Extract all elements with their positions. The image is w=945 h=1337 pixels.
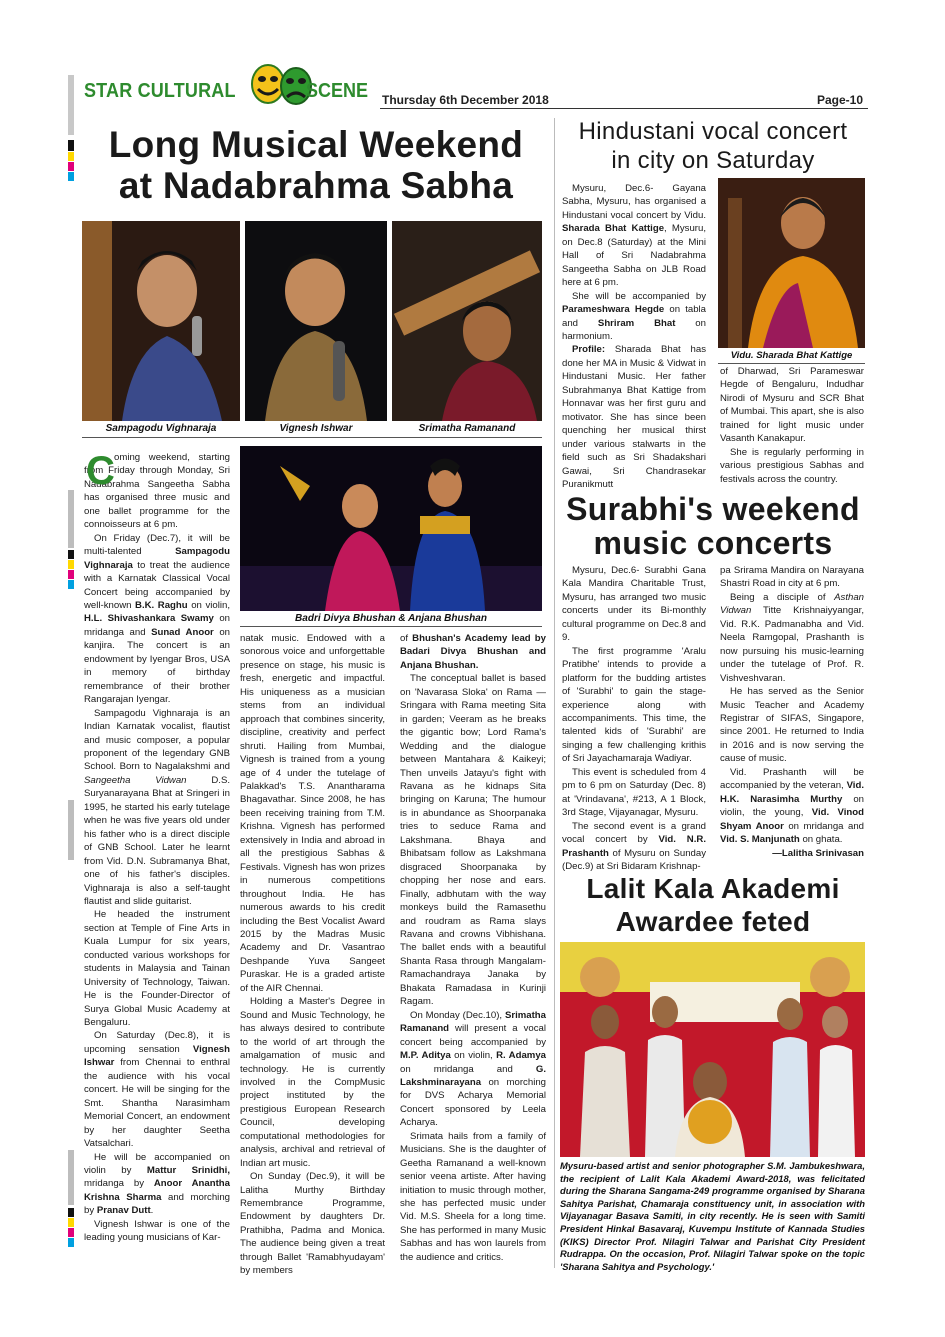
registration-mark-magenta	[68, 1228, 74, 1237]
registration-mark-yellow	[68, 560, 74, 569]
a1-paragraph: He headed the instrument section at Temple of Fine Arts in Kuala Lumpur for six years, conducted various workshops for students in Malaysia and Tainan University of Technology, Taiwan. He is the Founder-Director of Surya Global Music Academy at Bengaluru.	[84, 909, 230, 1029]
a1-paragraph: On Sunday (Dec.9), it will be Lalitha Murthy Birthday Remembrance Programme, Endowment by daughters Dr. Prathibha, Padma and Monica. The audience being given a treat through Ballet 'Ramabhyudayam' by members	[240, 1171, 385, 1277]
a3-paragraph: This event is scheduled from 4 pm to 6 pm on Saturday (Dec. 8) at 'Vrindavana', #213, A 1 Block, 3rd Stage, Vijayanagar, Mysuru.	[562, 766, 706, 819]
registration-mark-yellow	[68, 152, 74, 161]
a3-paragraph: The second event is a grand vocal concert by Vid. N.R. Prashanth of Mysuru on Sunday (Dec.9) at Sri Bidaram Krishnap-	[562, 820, 706, 872]
caption-ballet-rule	[240, 626, 542, 627]
masthead-left-title: STAR CULTURAL	[84, 80, 236, 102]
photo-ballet-dancers	[240, 446, 542, 611]
a1-paragraph: Vignesh Ishwar is one of the leading young musicians of Kar-	[84, 1218, 230, 1244]
left-margin-bar	[68, 75, 74, 135]
article1-headline: Long Musical Weekend at Nadabrahma Sabha	[108, 124, 524, 206]
a1-paragraph: The conceptual ballet is based on 'Navarasa Sloka' on Rama — Sringara with Rama meeting Sita in garden; Veeram as he breaks the gigantic bow; Lord Rama's Wedding and the dialogue between Mantahara & Kaikeyi; Then unveils Jatayu's fight with Ravana as he kidnaps Sita bringing on Karuna; The humour is in abundance as Shoorpanaka tries to seduce Rama and Lakshmana. Bhaya and Bhibatsam follow as Lakshmana disgraced Shoorpanaka by chopping her nose and ears. Finally, adbhutam with the way monkeys build the Ramasethu and roudram as Rama slays Ravana and crowns Vibhishana. The ballet ends with a beautiful Shanta Rasa through Mangalam-Ramachandraya Janaka by Bhakata Ramadasa in Kurinji Ragam.	[400, 673, 546, 1008]
photo-sharada-bhat-kattige	[718, 178, 865, 348]
a2-paragraph: of Dharwad, Sri Parameswar Hegde of Bengaluru, Indudhar Nirodi of Mysuru and SCR Bhat of Mumbai. This apart, she is also trained for light music under Vasanth Kanakapur.	[720, 366, 864, 445]
masthead-right-title: SCENE	[306, 80, 369, 102]
a1-paragraph: oming weekend, starting from Friday through Monday, Sri Nadabrahma Sangeetha Sabha has organised three music and one ballet programme for the connoisseurs at 6 pm.	[84, 452, 230, 531]
a1-paragraph: Sampagodu Vighnaraja is an Indian Karnatak vocalist, flautist and music composer, a popular proponent of the legendary GNB School. Born to Nagalakshmi and Sangeetha Vidwan D.S. Suryanarayana Bhat at Sringeri in 1995, he started his early tutelage when he was five years old under his father who is a direct disciple of GNB School. Later he learnt from Vid. D.N. Subramanya Bhat, one of his father's disciples. Vighnaraja is also a self-taught flautist and slide guitarist.	[84, 707, 231, 907]
a3-paragraph: Being a disciple of Asthan Vidwan Titte Krishnaiyyangar, Vid. R.K. Padmanabha and Vid. Neela Ramgopal, Prashanth is now pursuing his music-learning under the tutelage of Prof. R. Vishveshvaran.	[720, 591, 864, 684]
a2-paragraph: She will be accompanied by Parameshwara Hegde on tabla and Shriram Bhat on harmonium.	[562, 290, 707, 342]
a1-paragraph: of Bhushan's Academy lead by Badari Divya Bhushan and Anjana Bhushan.	[400, 633, 546, 671]
photo-award-felicitation	[560, 942, 865, 1157]
registration-mark-cyan	[68, 172, 74, 181]
masthead-rule	[380, 108, 868, 109]
a1-paragraph: Holding a Master's Degree in Sound and Music Technology, he has always desired to contribute to the world of art through the amalgamation of music and technology. He is currently involved in the CompMusic project instituted by the prestigious European Research Council, developing computational methodologies for analysis, archival and retrieval of Indian art music.	[240, 996, 385, 1169]
issue-date: Thursday 6th December 2018	[382, 93, 549, 107]
caption-ballet: Badri Divya Bhushan & Anjana Bhushan	[295, 613, 487, 624]
article3-headline: Surabhi's weekend music concerts	[566, 491, 860, 561]
registration-mark-black	[68, 550, 74, 559]
a2-paragraph: Mysuru, Dec.6- Gayana Sabha, Mysuru, has organised a Hindustani vocal concert by Vidu. Sharada Bhat Kattige, Mysuru, on Dec.8 (Saturday) at the Mini Hall of Sri Nadabrahma Sangeetha Sabha on JLB Road here at 6 pm.	[562, 183, 706, 289]
registration-mark-magenta	[68, 570, 74, 579]
a1-paragraph: Srimata hails from a family of Musicians. She is the daughter of Geetha Ramanand a well-known senior veena artiste. After having initiation to music through mother, she has perfected music under Vid. M.S. Sheela for a long time. She has performed in many Music Sabhas and has won laurels from the audience and critics.	[400, 1130, 546, 1263]
a3-paragraph: pa Srirama Mandira on Narayana Shastri Road in city at 6 pm.	[720, 565, 864, 590]
a1-paragraph: natak music. Endowed with a sonorous voice and unforgettable presence on stage, his music is fresh, energetic and impactful. His uniqueness as a musician stems from an individual approach that combines sincerity, discipline, creativity and perfect shruti. Hailing from Mumbai, Vignesh is trained from a young age of 4 under the tutelage of Palakkad's T.S. Anantharama Bhagavathar. Since 2008, he has been receiving training from T.M. Krishna. Vignesh has performed extensively in India and abroad in all the prestigious Sabhas & Festivals. Vignesh has won prizes in numerous competitions throughout India. He has numerous awards to his credit including the Best Vocalist Award 2015 by the Madras Music Academy and Dr. Vasantrao Deshpande Yuva Sangeet Puraskar. He is a graded artiste of the AIR Chennai.	[240, 633, 385, 994]
a3-paragraph: Mysuru, Dec.6- Surabhi Gana Kala Mandira Charitable Trust, Mysuru, has arranged two music concerts under its Bi-monthly cultural programme on Dec.8 and 9.	[562, 565, 706, 644]
registration-mark-gray	[68, 800, 74, 860]
drop-cap: C	[86, 449, 115, 493]
photo-vignesh-ishwar	[245, 221, 387, 421]
article1-column-3	[400, 632, 546, 1266]
article2-column-1	[562, 182, 706, 490]
article2-column-2	[720, 365, 864, 490]
registration-mark-cyan	[68, 580, 74, 589]
registration-mark-yellow	[68, 1218, 74, 1227]
registration-mark-gray	[68, 490, 74, 548]
photo-sampagodu-vighnaraja	[82, 221, 240, 421]
article4-headline: Lalit Kala Akademi Awardee feted	[586, 873, 840, 937]
article1-column-2	[240, 632, 385, 1277]
photo-srimatha-ramanand	[392, 221, 542, 421]
registration-mark-black	[68, 1208, 74, 1217]
column-divider	[554, 118, 555, 1268]
caption-sharada-rule	[718, 363, 865, 364]
caption-srimatha: Srimatha Ramanand	[418, 423, 516, 434]
registration-mark-cyan	[68, 1238, 74, 1247]
a3-paragraph: The first programme 'Aralu Pratibhe' intends to provide a platform for the budding artistes of 'Surabhi' to gain the stage-experience along with accompaniments. This time, the talented kids of 'Surabhi' are singing a few challenging krithis of Sri Jayachamaraja Wadiyar.	[562, 645, 706, 765]
caption-sharada: Vidu. Sharada Bhat Kattige	[730, 350, 853, 361]
a3-paragraph: He has served as the Senior Music Teacher and Academy Registrar of SIFAS, Singapore, since 2001. He returned to India in 2016 and is now serving the cause of music.	[720, 686, 864, 765]
caption-vignesh: Vignesh Ishwar	[279, 423, 353, 434]
article3-column-1	[562, 564, 706, 872]
article1-column-1	[84, 451, 230, 1266]
registration-mark-gray	[68, 1150, 74, 1205]
a1-paragraph: On Saturday (Dec.8), it is upcoming sensation Vignesh Ishwar from Chennai to enthral the audience with his vocal concert. He will be singing for the Smt. Shantha Narasimham Memorial Concert, an endowment by her daughter Seetha Vatsalchari.	[84, 1030, 230, 1150]
byline: —Lalitha Srinivasan	[772, 847, 864, 859]
a1-paragraph: He will be accompanied on violin by Mattur Srinidhi, mridanga by Anoor Anantha Krishna Sharma and morching by Pranav Dutt.	[84, 1151, 230, 1217]
masthead	[80, 62, 870, 110]
registration-mark-magenta	[68, 162, 74, 171]
article3-column-2	[720, 564, 864, 869]
article4-caption: Mysuru-based artist and senior photographer S.M. Jambukeshwara, the recipient of Lalit Kala Akademi Award-2018, was felicitated during the Sharana Sangama-249 programme organised by Sharana Sahitya Parishat, Chamaraja constituency unit, in association with Vijayanagar Basava Samiti, in city recently. He is seen with Samiti President Hinkal Basavaraj, Kuvempu Institute of Kannada Studies (KIKS) Director Prof. Nilagiri Talwar and Parishat City President Rudrappa. On the occasion, Prof. Nilagiri Talwar spoke on the topic 'Sharana Sahitya and Psychology.'	[560, 1160, 865, 1272]
article2-headline: Hindustani vocal concert in city on Saturday	[578, 118, 848, 174]
caption-rule	[82, 437, 542, 438]
a3-paragraph: Vid. Prashanth will be accompanied by the veteran, Vid. H.K. Narasimha Murthy on violin, the young, Vid. Vinod Shyam Anoor on mridanga and Vid. S. Manjunath on ghata.	[720, 766, 864, 846]
a2-paragraph: Profile: Sharada Bhat has done her MA in Music & Vidwat in Hindustani Music. Her father Subrahmanya Bhat Kattige from Honnavar was her first guru and motivator. She has since been quenching her musical thirst under various stalwarts in the field such as Sri Shadakshari Gawai, Sri Chandrasekar Puranikmutt	[562, 344, 706, 490]
a1-paragraph: On Friday (Dec.7), it will be multi-talented Sampagodu Vighnaraja to treat the audience with a Karnatak Classical Vocal Concert being accompanied by well-known B.K. Raghu on violin, H.L. Shivashankara Swamy on mridanga and Sunad Anoor on kanjira. The concert is an endowment by Iyengar Bros, USA in memory of birthday remembrance of their brother Rangarajan Iyengar.	[84, 532, 230, 706]
caption-sampagodu: Sampagodu Vighnaraja	[105, 423, 217, 434]
a1-paragraph: On Monday (Dec.10), Srimatha Ramanand will present a vocal concert being accompanied by M.P. Aditya on violin, R. Adamya on mridanga and G. Lakshminarayana on morching for DVS Acharya Memorial Concert sponsored by Leela Acharya.	[400, 1009, 546, 1129]
a2-paragraph: She is regularly performing in various prestigious Sabhas and festivals across the country.	[720, 446, 864, 485]
registration-mark-black	[68, 140, 74, 151]
page-number: Page-10	[817, 93, 864, 107]
